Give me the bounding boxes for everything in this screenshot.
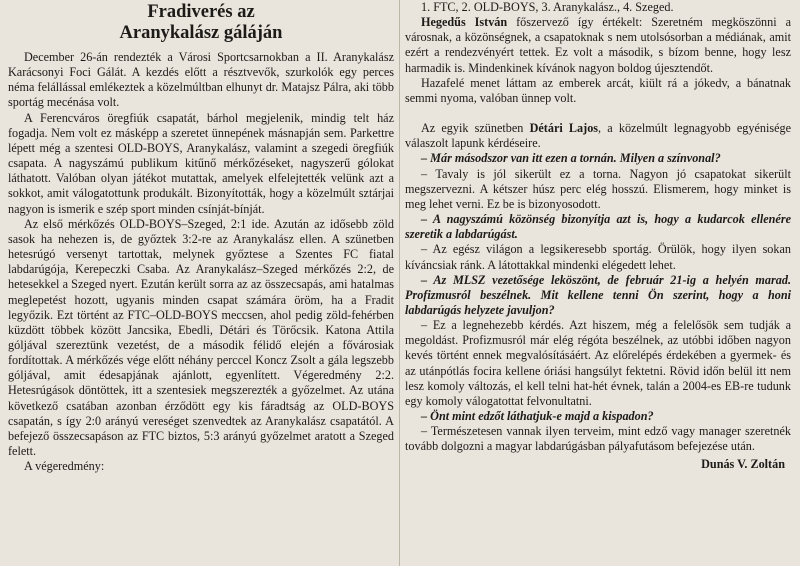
paragraph: Az első mérkőzés OLD-BOYS–Szeged, 2:1 ide. Azután az idősebb zöld sasok ha nehezen is, de győztek 3:2-re az Aranykalász ellen. A szünetben hetesrúgó versenyt tartottak, melynek győztese a Szentes FC fiatal labdarúgója, Kerepeczki Csaba. Az Aranykalász–Szeged mérkőzés 2:2, de hetesekkel a Szeged nyert. Ezután került sorra az az összecsapás, ami hatalmas meglepetést hozott, ugyanis minden csapat számára öröm, ha a Fradit legyőzik. Ezt történt az FTC–OLD-BOYS meccsen, ahol pedig zöld-fehérben küzdött többek között Jancsika, Ebedli, Détári és Törőcsik. Katona Attila góljával szereztünk vezetést, de a második félidő elején a fővárosiak fordítottak. A mérkőzés vége előtt néhány perccel Koncz Zsolt a gála legszebb góljával, amit édesapjának ajánlott, egyenlített. Végeredmény 2:2. Hetesrúgások döntöttek, itt a szentesiek megszerezték a győzelmet. Az utána következő csatában azonban érződött egy kis fáradtság az OLD-BOYS csapatán, s így 2:0 arányú vereséget szenvedtek az Aranykalász csapatától. A befejező összecsapáson az FTC biztos, 5:3 arányú győzelmet aratott a Szeged felett. (8, 216, 394, 459)
column-divider (399, 0, 400, 566)
intro-post: , a közelmúlt legnagyobb egyénisége válaszolt lapunk kérdéseire. (405, 121, 791, 151)
interviewee-name: Détári Lajos (529, 121, 599, 136)
interview-answer: – Ez a legnehezebb kérdés. Azt hiszem, még a felelősök sem tudják a megoldást. Profizmusról már elég régóta beszélnek, az utóbbi időben nagyon kevés történt ennek megvalósításáért. Az előrelépés érdekében a gyermek- és az utánpótlás focira kellene óriási hangsúlyt fektetni. Rövid időn belül itt nem lesz komoly változás, el kell telni hat-hét évnek, talán a 2004-es EB-re tudunk egy komoly válogatottat felvonultatni. (405, 318, 791, 408)
results-line: 1. FTC, 2. OLD-BOYS, 3. Aranykalász., 4. Szeged. (421, 0, 674, 14)
paragraph: December 26-án rendezték a Városi Sportcsarnokban a II. Aranykalász Karácsonyi Foci Gálát. A kezdés előtt a résztvevők, szurkolók egy perces néma felállással emlékeztek a közelmúltban elhunyt dr. Matajsz Pálra, aki több sportág mecénása volt. (8, 50, 394, 110)
interview-question: – Az MLSZ vezetősége leköszönt, de február 21-ig a helyén marad. Profizmusról beszélnek. Mit kellene tenni Ön szerint, hogy a honi labdarúgás helyzete javuljon? (405, 272, 791, 317)
quote-paragraph (405, 15, 791, 76)
interview-question: – Már másodszor van itt ezen a tornán. Milyen a színvonal? (421, 151, 721, 166)
intro-pre: Az egyik szünetben (421, 121, 530, 136)
paragraph: A végeredmény: (24, 459, 105, 474)
right-column (405, 0, 791, 472)
interview-question: – Önt mint edzőt láthatjuk-e majd a kispadon? (421, 409, 654, 424)
interview-intro (405, 121, 791, 151)
quote-name: Hegedűs István (421, 15, 508, 30)
interview-answer: – Tavaly is jól sikerült ez a torna. Nagyon jó csapatokat sikerült megszervezni. A kétszer húsz perc elég hosszú. Elismerem, hogy minket is meg lehet verni. Ez be is bizonyosodott. (405, 166, 791, 211)
interview-question: – A nagyszámú közönség bizonyítja azt is, hogy a kudarcok ellenére szeretik a labdarúgást. (405, 212, 791, 242)
interview-answer: – Természetesen vannak ilyen terveim, mint edző vagy manager szeretnék tovább dolgozni a magyar labdarúgásban pályafutásom befejezése után. (405, 424, 791, 454)
left-column (8, 0, 394, 474)
article-title (8, 2, 394, 44)
title-line-1: Fradiverés az (147, 2, 255, 22)
quote-text: főszervező így értékelt: Szeretném megköszönni a városnak, a közönségnek, a csapatoknak s nem utolsósorban a médiának, amit ezért a rendezvényért tettek. Ez volt a második, s bízom benne, hogy lesz harmadik is. Mindenkinek kívánok nagyon boldog újesztendőt. (405, 15, 791, 75)
spacer (405, 106, 791, 121)
interview-answer: – Az egész világon a legsikeresebb sportág. Örülök, hogy ilyen sokan kíváncsiak ránk. A látottakkal mindenki elégedett lehet. (405, 242, 791, 272)
paragraph: A Ferencváros öregfiúk csapatát, bárhol megjelenik, mindig telt ház fogadja. Nem volt ez másképp a szeretet ünnepének másnapján sem. Parkettre lépett még a szentesi OLD-BOYS, Aranykalász, valamint a szegedi öregfiúk csapata. A nagyszámú publikum kitűnő mérkőzéseket, nagyszerű gólokat láthatott. Valóban olyan játékot mutattak, amelyek elfelejtették velünk azt a sokkot, amit válogatottunk produkált. Bizonyították, hogy a közelmúlt sztárjai nagyon is ismerik e szép sport minden csínját-bínját. (8, 110, 394, 216)
author-signature: Dunás V. Zoltán (701, 456, 785, 471)
paragraph: Hazafelé menet láttam az emberek arcát, kiült rá a jókedv, a bánatnak semmi nyoma, valóban ünnep volt. (405, 75, 791, 105)
interview-qa (405, 151, 791, 454)
title-line-2: Aranykalász gáláján (119, 23, 283, 43)
